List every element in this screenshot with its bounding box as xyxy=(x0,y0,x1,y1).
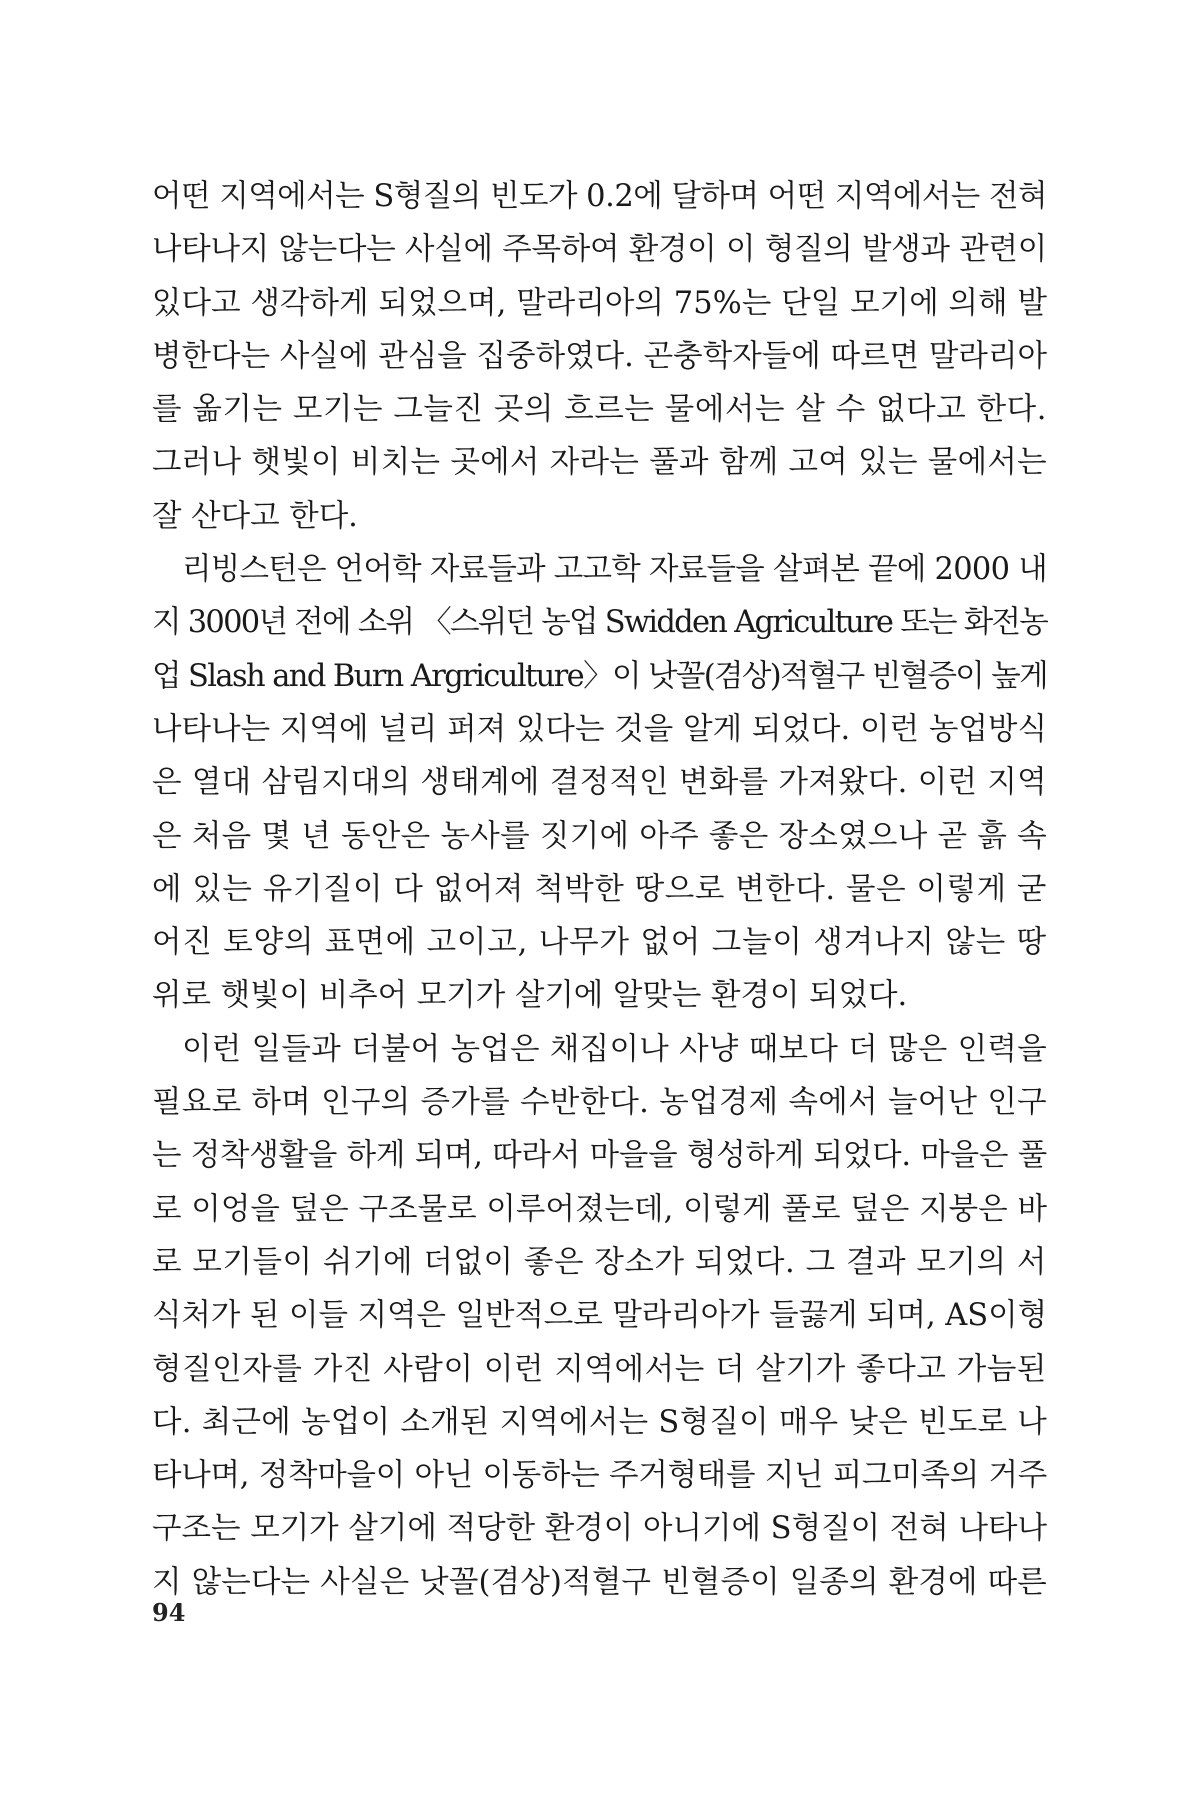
text-line: 잘 산다고 한다. xyxy=(152,498,358,534)
text-line: 타나며, 정착마을이 아닌 이동하는 주거형태를 지닌 피그미족의 거주 xyxy=(152,1458,1047,1494)
text-line: 식처가 된 이들 지역은 일반적으로 말라리아가 들끓게 되며, AS이형 xyxy=(152,1298,1047,1334)
text-line: 로 이엉을 덮은 구조물로 이루어졌는데, 이렇게 풀로 덮은 지붕은 바 xyxy=(152,1191,1047,1227)
paragraph-start-line: 이런 일들과 더불어 농업은 채집이나 사냥 때보다 더 많은 인력을 xyxy=(182,1031,1047,1067)
text-line: 나타나지 않는다는 사실에 주목하여 환경이 이 형질의 발생과 관련이 xyxy=(152,232,1047,268)
text-line: 있다고 생각하게 되었으며, 말라리아의 75%는 단일 모기에 의해 발 xyxy=(152,285,1047,321)
page-number: 94 xyxy=(152,1598,186,1627)
body-text xyxy=(152,170,1047,1609)
paragraph-start-line: 리빙스턴은 언어학 자료들과 고고학 자료들을 살펴본 끝에 2000 내 xyxy=(182,552,1047,588)
text-line: 형질인자를 가진 사람이 이런 지역에서는 더 살기가 좋다고 가늠된 xyxy=(152,1351,1047,1387)
text-line: 어떤 지역에서는 S형질의 빈도가 0.2에 달하며 어떤 지역에서는 전혀 xyxy=(152,179,1047,214)
text-line: 나타나는 지역에 널리 퍼져 있다는 것을 알게 되었다. 이런 농업방식 xyxy=(152,711,1047,747)
text-line: 구조는 모기가 살기에 적당한 환경이 아니기에 S형질이 전혀 나타나 xyxy=(152,1511,1047,1547)
text-line: 는 정착생활을 하게 되며, 따라서 마을을 형성하게 되었다. 마을은 풀 xyxy=(152,1138,1047,1174)
text-line: 은 처음 몇 년 동안은 농사를 짓기에 아주 좋은 장소였으나 곧 흙 속 xyxy=(152,818,1047,854)
text-line: 에 있는 유기질이 다 없어져 척박한 땅으로 변한다. 물은 이렇게 굳 xyxy=(152,871,1047,907)
text-line: 병한다는 사실에 관심을 집중하였다. 곤충학자들에 따르면 말라리아 xyxy=(152,338,1047,374)
text-line: 로 모기들이 쉬기에 더없이 좋은 장소가 되었다. 그 결과 모기의 서 xyxy=(152,1244,1047,1280)
text-line: 지 3000년 전에 소위 〈스위던 농업 Swidden Agriculture 또는 화전농 xyxy=(152,605,1047,641)
text-line: 를 옮기는 모기는 그늘진 곳의 흐르는 물에서는 살 수 없다고 한다. xyxy=(152,392,1047,428)
text-line: 그러나 햇빛이 비치는 곳에서 자라는 풀과 함께 고여 있는 물에서는 xyxy=(152,445,1047,481)
text-line: 필요로 하며 인구의 증가를 수반한다. 농업경제 속에서 늘어난 인구 xyxy=(152,1085,1047,1121)
text-line: 지 않는다는 사실은 낫꼴(겸상)적혈구 빈혈증이 일종의 환경에 따른 xyxy=(152,1564,1047,1600)
text-line: 은 열대 삼림지대의 생태계에 결정적인 변화를 가져왔다. 이런 지역 xyxy=(152,765,1047,801)
text-line: 위로 햇빛이 비추어 모기가 살기에 알맞는 환경이 되었다. xyxy=(152,978,908,1014)
text-line: 다. 최근에 농업이 소개된 지역에서는 S형질이 매우 낮은 빈도로 나 xyxy=(152,1404,1047,1440)
text-line: 어진 토양의 표면에 고이고, 나무가 없어 그늘이 생겨나지 않는 땅 xyxy=(152,925,1047,961)
text-line: 업 Slash and Burn Argriculture〉이 낫꼴(겸상)적혈구 빈혈증이 높게 xyxy=(152,658,1047,694)
